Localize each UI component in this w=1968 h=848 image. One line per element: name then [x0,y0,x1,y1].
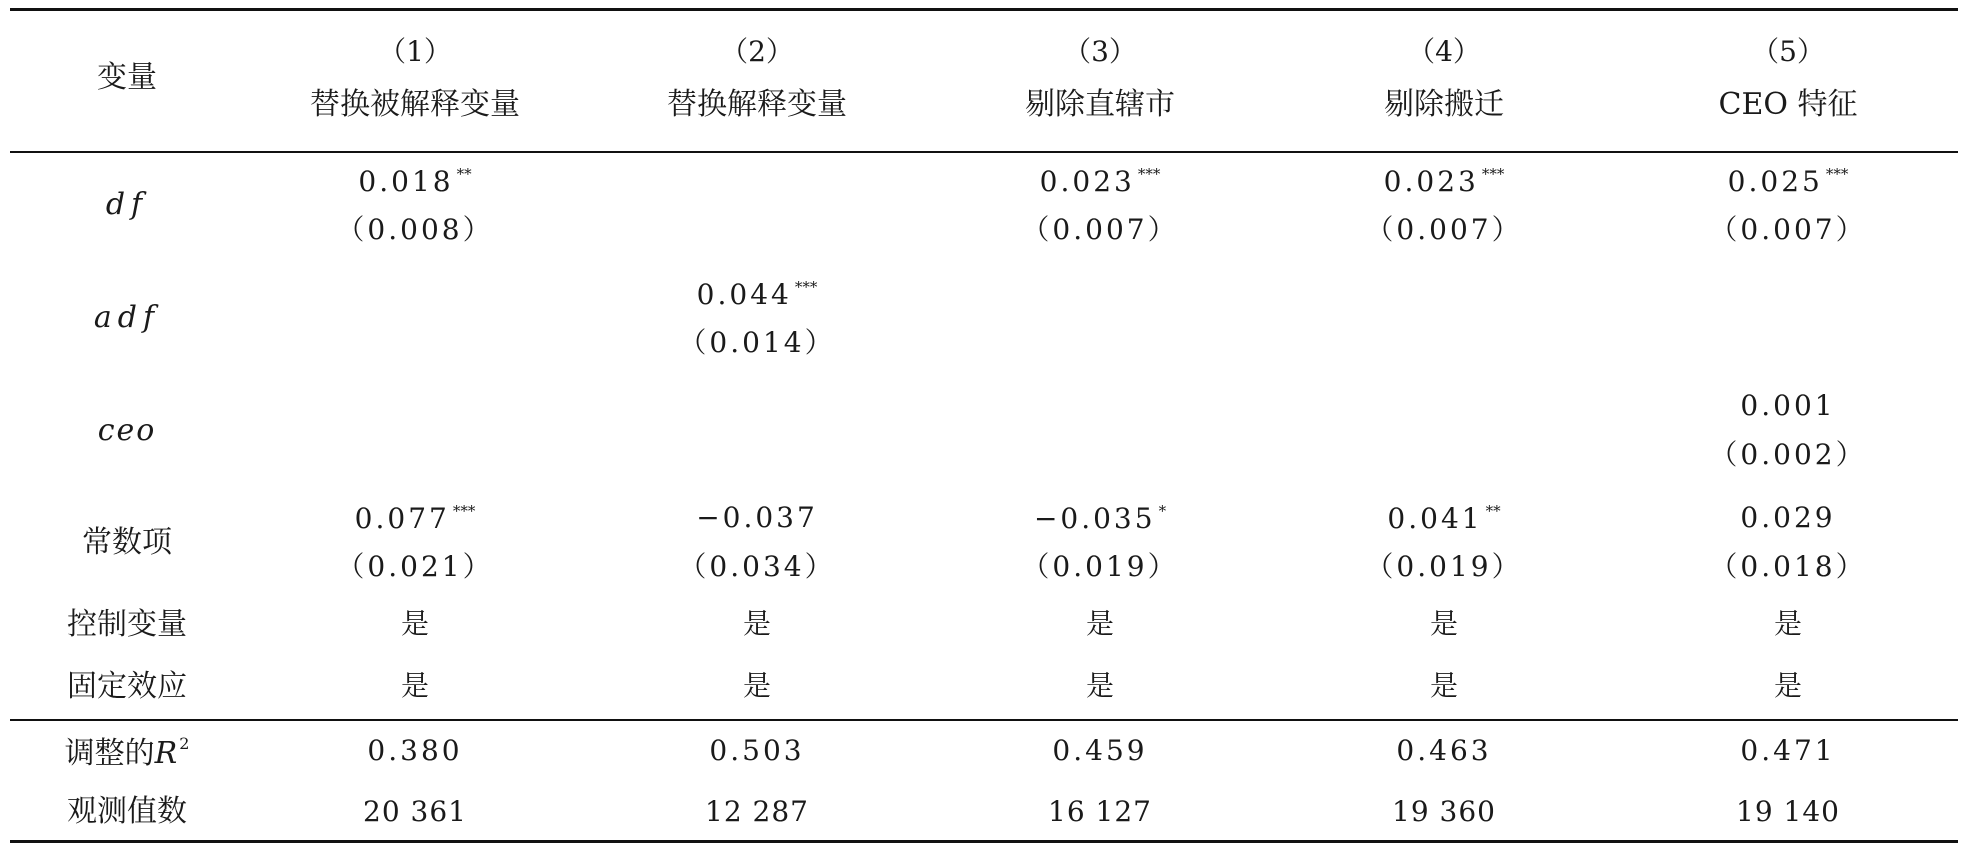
col-3-name: 剔除直辖市 [1025,87,1175,122]
row-label-constant: 常数项 [82,525,172,560]
r2-col5: 0.471 [1740,734,1836,767]
const-col5-se: （0.018） [1709,550,1867,583]
n-col1: 20 361 [363,795,467,828]
col-4-name: 剔除搬迁 [1384,87,1504,122]
controls-col1: 是 [400,607,430,640]
n-col4: 19 360 [1392,795,1496,828]
r2-col3: 0.459 [1052,734,1148,767]
adf-col2-coef: 0.044 *** [696,278,818,311]
header-rule [10,151,1958,153]
df-col3-coef: 0.023 *** [1039,165,1161,198]
n-col5: 19 140 [1736,795,1840,828]
const-col3-se: （0.019） [1021,550,1179,583]
fixed-col3: 是 [1085,669,1115,702]
n-col3: 16 127 [1048,795,1152,828]
col-1-name: 替换被解释变量 [310,87,520,122]
fixed-col4: 是 [1429,669,1459,702]
col-3-number: （3） [1063,35,1137,68]
fixed-col5: 是 [1773,669,1803,702]
top-rule [10,8,1958,11]
col-5-name: CEO 特征 [1718,87,1858,122]
col-1-number: （1） [378,35,452,68]
row-label-ceo: ceo [97,413,157,448]
df-col4-se: （0.007） [1365,213,1523,246]
const-col5-coef: 0.029 [1740,501,1836,534]
df-col1-coef: 0.018 ** [358,165,472,198]
stats-rule [10,719,1958,721]
const-col2-coef: −0.037 [696,501,818,534]
row-label-df: df [105,187,149,222]
col-4-number: （4） [1407,35,1481,68]
const-col1-coef: 0.077 *** [354,502,476,535]
adf-col2-se: （0.014） [678,326,836,359]
row-label-fixed-effects: 固定效应 [67,669,187,704]
r2-col1: 0.380 [367,734,463,767]
controls-col2: 是 [742,607,772,640]
df-col4-coef: 0.023 *** [1383,165,1505,198]
ceo-col5-coef: 0.001 [1740,389,1836,422]
row-label-controls: 控制变量 [67,607,187,642]
row-label-observations: 观测值数 [67,794,187,829]
r2-col4: 0.463 [1396,734,1492,767]
controls-col3: 是 [1085,607,1115,640]
controls-col4: 是 [1429,607,1459,640]
ceo-col5-se: （0.002） [1709,438,1867,471]
bottom-rule [10,840,1958,843]
df-col5-coef: 0.025 *** [1727,165,1849,198]
const-col4-coef: 0.041 ** [1387,502,1501,535]
row-label-adf: adf [93,300,161,335]
n-col2: 12 287 [705,795,809,828]
fixed-col1: 是 [400,669,430,702]
col-5-number: （5） [1751,35,1825,68]
const-col4-se: （0.019） [1365,550,1523,583]
r2-col2: 0.503 [709,734,805,767]
df-col5-se: （0.007） [1709,213,1867,246]
const-col2-se: （0.034） [678,550,836,583]
col-2-number: （2） [720,35,794,68]
df-col1-se: （0.008） [336,213,494,246]
const-col1-se: （0.021） [336,550,494,583]
variable-header: 变量 [97,60,157,95]
const-col3-coef: −0.035 * [1033,502,1167,535]
row-label-adj-r2: 调整的R $^2$ [64,734,190,771]
col-2-name: 替换解释变量 [667,87,847,122]
df-col3-se: （0.007） [1021,213,1179,246]
controls-col5: 是 [1773,607,1803,640]
fixed-col2: 是 [742,669,772,702]
